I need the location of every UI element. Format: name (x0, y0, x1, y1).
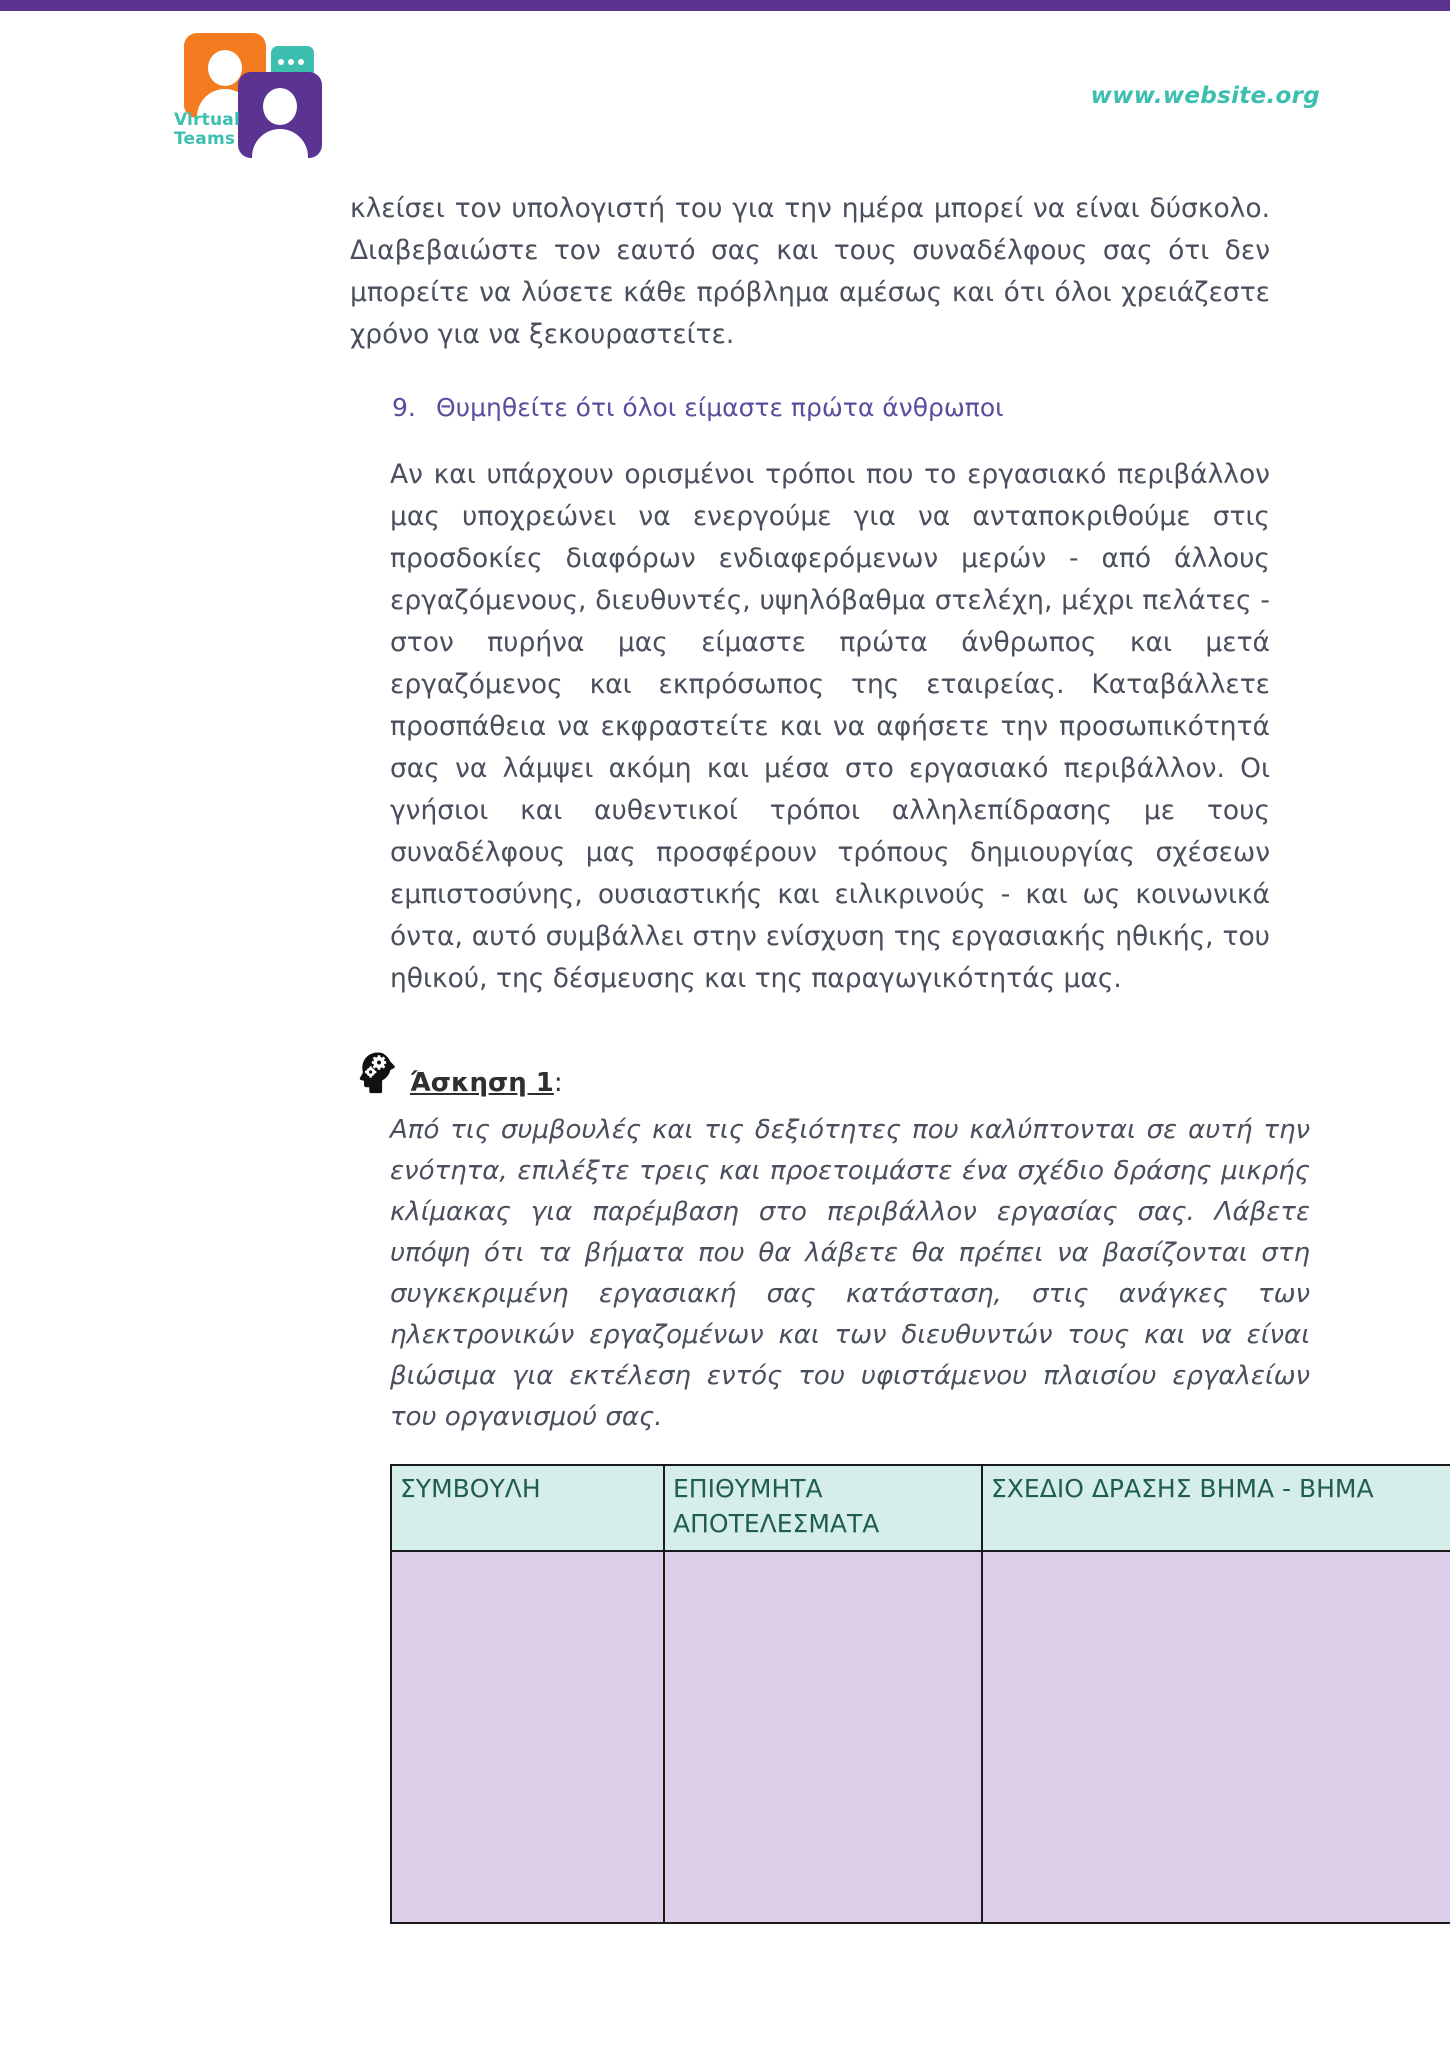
table-header-desired-results: ΕΠΙΘΥΜΗΤΑ ΑΠΟΤΕΛΕΣΜΑΤΑ (664, 1465, 982, 1551)
virtual-teams-logo (174, 33, 364, 158)
logo-wordmark (174, 111, 246, 149)
exercise-title-row (350, 1052, 1270, 1106)
document-content (176, 188, 1374, 1924)
head-with-gears-icon (352, 1046, 404, 1098)
list-heading-text: Θυμηθείτε ότι όλοι είμαστε πρώτα άνθρωποι (436, 393, 1004, 422)
top-purple-bar (0, 0, 1450, 11)
exercise-instructions: Από τις συμβουλές και τις δεξιότητες που καλύπτονται σε αυτή την ενότητα, επιλέξτε τρεις και προετοιμάστε ένα σχέδιο δράσης μικρής κλίμακας για παρέμβαση στο περιβάλλον εργασίας σας. Λάβετε υπόψη ότι τα βήματα που θα λάβετε θα πρέπει να βασίζονται στη συγκεκριμένη εργασιακή σας κατάσταση, στις ανάγκες των ηλεκτρονικών εργαζομένων και των διευθυντών τους και να είναι βιώσιμα για εκτέλεση εντός του υφιστάμενου πλαισίου εργαλείων του οργανισμού σας. (390, 1115, 1310, 1432)
action-plan-table (390, 1464, 1450, 1924)
logo-wordmark-line1: Virtual (174, 110, 240, 130)
exercise-title (410, 1068, 563, 1098)
table-header-row (391, 1465, 1450, 1551)
main-paragraph: Αν και υπάρχουν ορισμένοι τρόποι που το εργασιακό περιβάλλον μας υποχρεώνει να ενεργούμε για να ανταποκριθούμε στις προσδοκίες διαφόρων ενδιαφερόμενων μερών - από άλλους εργαζόμενους, διευθυντές, υψηλόβαθμα στελέχη, μέχρι πελάτες - στον πυρήνα μας είμαστε πρώτα άνθρωπος και μετά εργαζόμενος και εκπρόσωπος της εταιρείας. Καταβάλλετε προσπάθεια να εκφραστείτε και να αφήσετε την προσωπικότητά σας να λάμψει ακόμη και μέσα στο εργασιακό περιβάλλον. Οι γνήσιοι και αυθεντικοί τρόποι αλληλεπίδρασης με τους συναδέλφους μας προσφέρουν τρόπους δημιουργίας σχέσεων εμπιστοσύνης, ουσιαστικής και ειλικρινούς - και ως κοινωνικά όντα, αυτό συμβάλλει στην ενίσχυση της εργασιακής ηθικής, του ηθικού, της δέσμευσης και της παραγωγικότητάς μας. (390, 459, 1270, 994)
document-page (0, 11, 1450, 1924)
page-header (0, 11, 1450, 166)
intro-paragraph: κλείσει τον υπολογιστή του για την ημέρα μπορεί να είναι δύσκολο. Διαβεβαιώστε τον εαυτό σας και τους συναδέλφους σας ότι δεν μπορείτε να λύσετε κάθε πρόβλημα αμέσως και ότι όλοι χρειάζεστε χρόνο για να ξεκουραστείτε. (350, 193, 1270, 350)
exercise-block (350, 1052, 1310, 1438)
exercise-title-text: Άσκηση 1 (410, 1068, 554, 1098)
table-cell-action-plan[interactable] (982, 1551, 1450, 1923)
website-url: www.website.org (1090, 83, 1320, 109)
table-row (391, 1551, 1450, 1923)
purple-person-body (252, 129, 308, 158)
table-header-action-plan: ΣΧΕΔΙΟ ΔΡΑΣΗΣ ΒΗΜΑ - ΒΗΜΑ (982, 1465, 1450, 1551)
list-number: 9. (392, 393, 416, 422)
table-cell-desired-results[interactable] (664, 1551, 982, 1923)
table-cell-advice[interactable] (391, 1551, 664, 1923)
exercise-title-colon: : (553, 1068, 563, 1098)
purple-person-icon (238, 72, 322, 158)
table-header-advice: ΣΥΜΒΟΥΛΗ (391, 1465, 664, 1551)
purple-person-head (263, 88, 297, 125)
speech-bubble-dots (278, 59, 304, 65)
orange-person-head (208, 50, 242, 86)
logo-wordmark-line2: Teams (174, 129, 236, 150)
numbered-heading-9 (350, 388, 1270, 428)
